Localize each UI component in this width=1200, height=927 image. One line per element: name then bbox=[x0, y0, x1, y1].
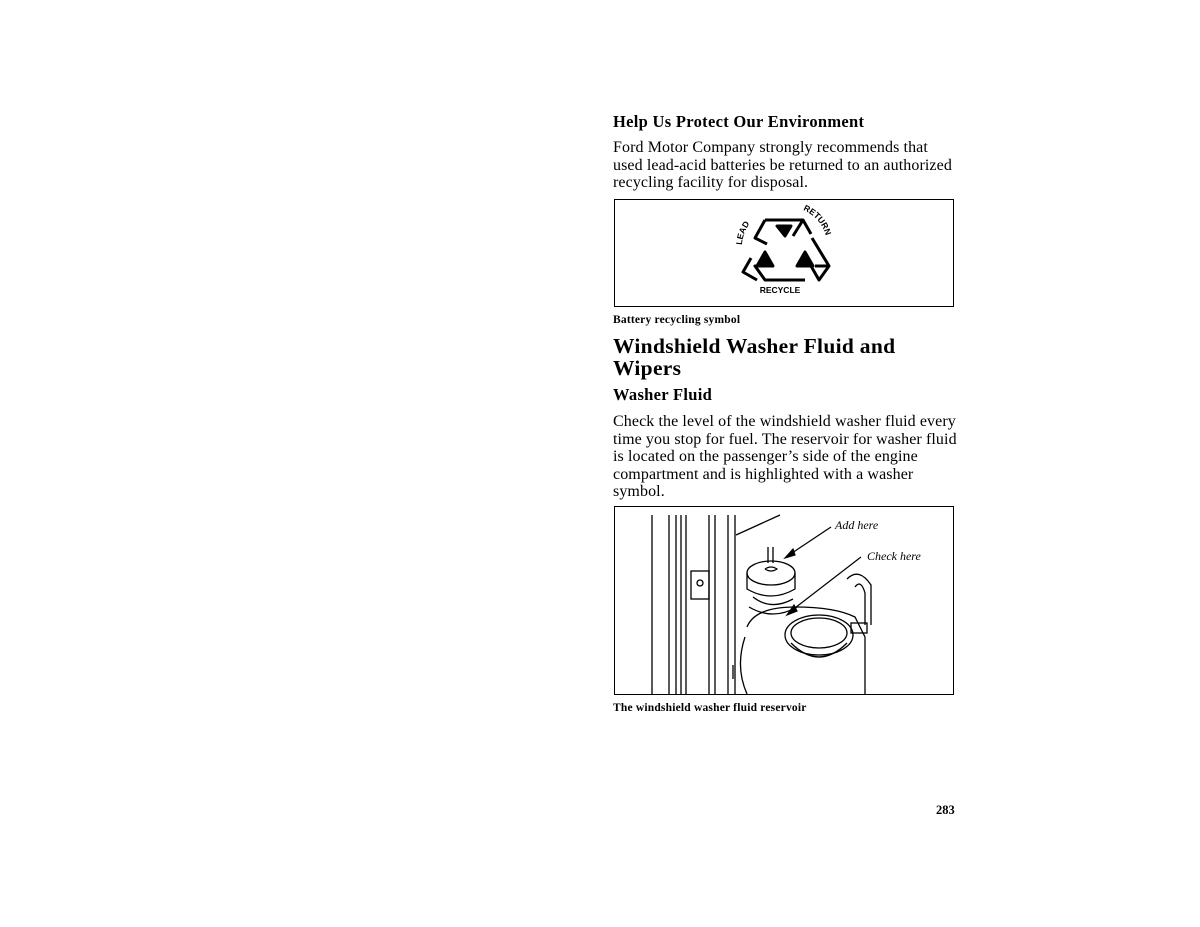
section-heading-environment: Help Us Protect Our Environment bbox=[613, 112, 865, 131]
washer-reservoir-figure bbox=[614, 506, 954, 695]
return-label: RETURN bbox=[802, 202, 834, 237]
washer-figure-caption: The windshield washer fluid reservoir bbox=[613, 702, 807, 714]
check-here-label: Check here bbox=[867, 549, 921, 563]
recycling-symbol-figure bbox=[614, 199, 954, 307]
recycle-label: RECYCLE bbox=[759, 285, 801, 295]
svg-text:LEAD bbox=[734, 219, 751, 245]
washer-paragraph: Check the level of the windshield washer fluid every time you stop for fuel. The reservoir for washer fluid is located on the passenger’s side of the engine compartment and is highlighted with a washer symbol. bbox=[613, 413, 957, 500]
add-here-label: Add here bbox=[835, 518, 879, 532]
subheading-washer-fluid: Washer Fluid bbox=[613, 385, 713, 404]
section-heading-washer-wipers: Windshield Washer Fluid and Wipers bbox=[613, 334, 896, 380]
washer-reservoir-illustration bbox=[615, 507, 953, 694]
battery-recycle-icon bbox=[615, 200, 953, 306]
environment-paragraph: Ford Motor Company strongly recommends that used lead-acid batteries be returned to an authorized recycling facility for disposal. bbox=[613, 139, 952, 191]
page-number: 283 bbox=[936, 803, 955, 817]
lead-label: LEAD bbox=[733, 219, 752, 246]
recycling-figure-caption: Battery recycling symbol bbox=[613, 314, 741, 326]
svg-text:RETURN bbox=[802, 203, 833, 237]
